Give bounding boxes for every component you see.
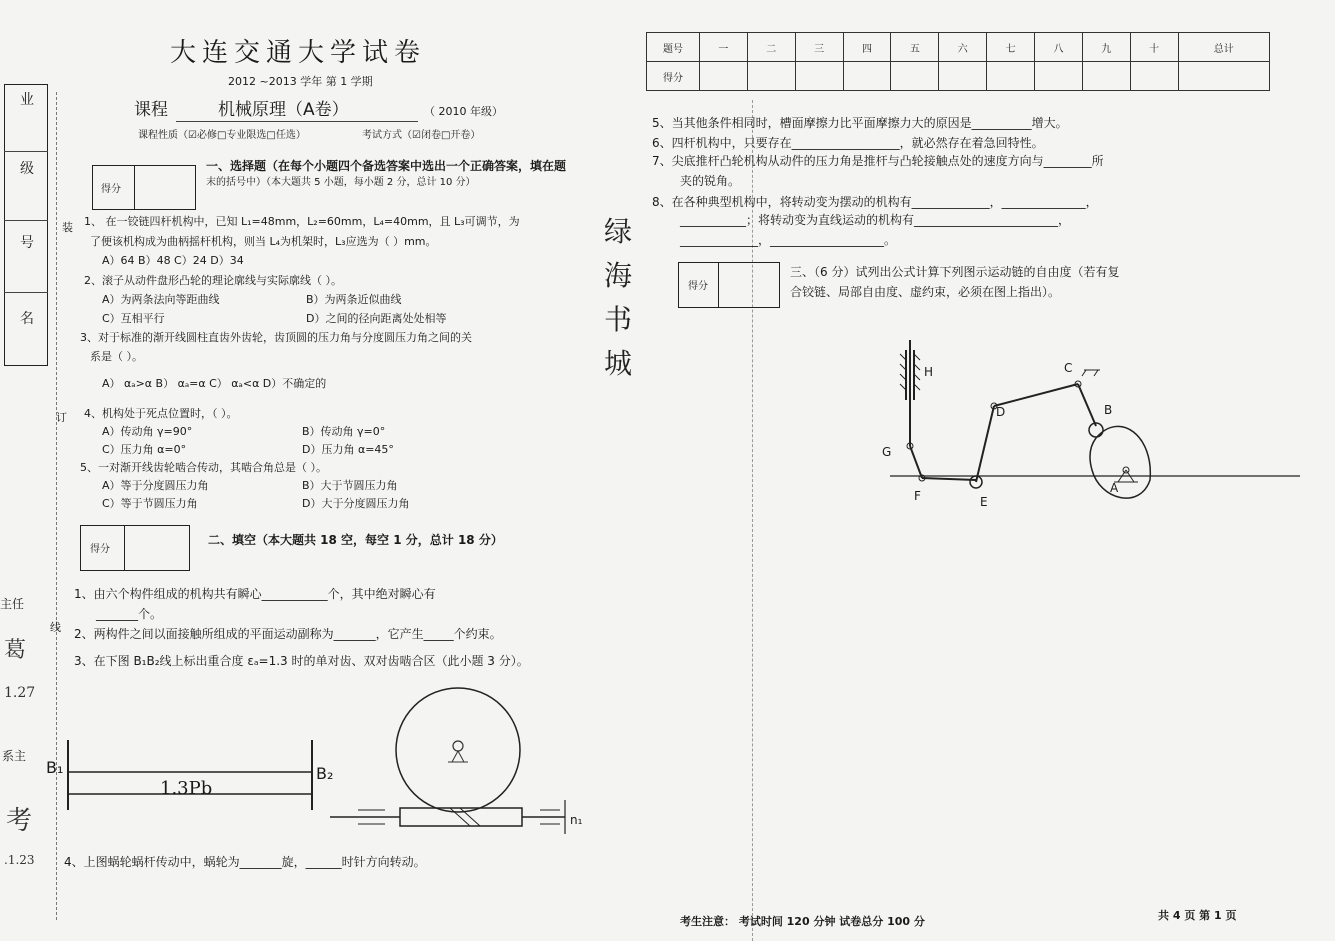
q1-options: A）64 B）48 C）24 D）34 — [102, 254, 244, 267]
margin-divider — [4, 220, 48, 221]
q5-option-d: D）大于分度圆压力角 — [302, 497, 410, 510]
section1-heading-2: 末的括号中）（本大题共 5 小题，每小题 2 分，总计 10 分） — [206, 177, 476, 188]
q2-option-c: C）互相平行 — [102, 312, 165, 325]
exam-page: 大连交通大学试卷 2012 ~2013 学年 第 1 学期 课程 机械原理（A卷） （ 2010 年级） 课程性质（☑必修□专业限选□任选） 考试方式（☑闭卷□开卷） 业 级 号 名 装 订 线 主任 系主 葛 1.27 考 .1.23 得分 一、选择题（在每个小题四个备选答案中选出一个正确答案，填在题 末的括号中）（本大题共 5 小题，每小题 2 分，总计 10 分） 1、 在一铰链四杆机构中，已知 L₁=48mm，L₂=60mm，L₄=40mm，且 L₃可调节，为 了便该机构成为曲柄摇杆机构，则当 L₄为机架时，L₃应选为（ ）mm。 A）64 B）48 C）24 D）34 2、滚子从动件盘形凸轮的理论廓线与实际廓线（ ）。 A）为两条法向等距曲线 B）为两条近似曲线 C）互相平行 D）之间的径向距离处处相等 3、对于标准的渐开线圆柱直齿外齿轮，齿顶圆的压力角与分度圆压力角之间的关 系是（ ）。 A） αₐ>α B） αₐ=α C） αₐ<α D）不确定的 4、机构处于死点位置时，（ ）。 A）传动角 γ=90° B）传动角 γ=0° C）压力角 α=0° D）压力角 α=45° 5、一对渐开线齿轮啮合传动，其啮合角总是（ ）。 A）等于分度圆压力角 B）大于节圆压力角 C）等于节圆压力角 D）大于分度圆压力角 得分 二、填空（本大题共 18 空，每空 1 分，总计 18 分） 1、由六个构件组成的机构共有瞬心___________个，其中绝对瞬心有 _______个。 2、两构件之间以面接触所组成的平面运动副称为_______，它产生_____个约束。 3、在下图 B₁B₂线上标出重合度 εₐ=1.3 时的单对齿、双对齿啮合区（此小题 3 分）。 B₁ B₂ 1.3Pb n₁ 4、上图蜗轮蜗杆传动中，蜗轮为_______旋，______时针方向转动。 题号 一 二 三 四 五 六 七 八 九 十 总计 得分 5、当其他条件相同时，槽面摩擦力比平面摩擦力大的原因是__________增大。 6、四杆机构中，只要存在__________________，就必然存在着急回特性。 7、尖底推杆凸轮机构从动件的压力角是推杆与凸轮接触点处的速度方向与________所 夹的锐角。 8、在各种典型机构中，将转动变为摆动的机构有_____________，______________， ___________；将转动变为直线运动的机构有________________________， _____________，___________________。 绿海书城 得分 三、（6 分）试列出公式计算下列图示运动链的自由度（若有复 合铰链、局部自由度、虚约束，必须在图上指出）。 H C D B G F E A 考生注意： 考试时间 120 分钟 试卷总分 100 分 共 4 页 第 1 页 — [0, 0, 1335, 941]
margin-label-name: 名 — [20, 311, 34, 327]
footer-note: 考生注意： 考试时间 120 分钟 试卷总分 100 分 — [680, 915, 925, 928]
score-col: 八 — [1035, 33, 1083, 62]
grade: （ 2010 年级） — [424, 105, 503, 118]
section1-heading: 一、选择题（在每个小题四个备选答案中选出一个正确答案，填在题 — [206, 159, 567, 173]
section3-line-1: 三、（6 分）试列出公式计算下列图示运动链的自由度（若有复 — [790, 265, 1120, 279]
q3-line-1: 3、对于标准的渐开线圆柱直齿外齿轮，齿顶圆的压力角与分度圆压力角之间的关 — [80, 331, 472, 344]
q1-line-2: 了便该机构成为曲柄摇杆机构，则当 L₄为机架时，L₃应选为（ ）mm。 — [90, 235, 437, 248]
q4-option-b: B）传动角 γ=0° — [302, 425, 386, 438]
course-underline — [176, 121, 418, 122]
score-table — [646, 32, 1270, 91]
fill-8-line-3: _____________，___________________。 — [680, 233, 897, 247]
q5-option-c: C）等于节圆压力角 — [102, 497, 198, 510]
q2-option-a: A）为两条法向等距曲线 — [102, 293, 220, 306]
label-g: G — [882, 445, 892, 459]
fill-1-line-2: _______个。 — [96, 607, 163, 621]
score-col: 十 — [1130, 33, 1178, 62]
q3-options: A） αₐ>α B） αₐ=α C） αₐ<α D）不确定的 — [102, 377, 327, 390]
margin-note-director: 主任 — [0, 597, 25, 611]
margin-divider — [4, 292, 48, 293]
year-line: 2012 ~2013 学年 第 1 学期 — [228, 75, 373, 88]
course-name: 机械原理（A卷） — [218, 100, 349, 120]
score-label: 得分 — [101, 184, 121, 195]
q1-line-1: 1、 在一铰链四杆机构中，已知 L₁=48mm，L₂=60mm，L₄=40mm，且 L₃可调节，为 — [84, 215, 520, 228]
score-col: 四 — [843, 33, 891, 62]
label-b1: B₁ — [46, 758, 64, 777]
university-title: 大连交通大学试卷 — [170, 38, 427, 68]
label-a: A — [1110, 481, 1119, 495]
fill-2: 2、两构件之间以面接触所组成的平面运动副称为_______，它产生_____个约束。 — [74, 627, 502, 641]
fill-4: 4、上图蜗轮蜗杆传动中，蜗轮为_______旋，______时针方向转动。 — [64, 855, 426, 869]
binding-mark-1: 装 — [62, 221, 73, 234]
label-pb: 1.3Pb — [160, 778, 213, 799]
fill-7-line-1: 7、尖底推杆凸轮机构从动件的压力角是推杆与凸轮接触点处的速度方向与________所 — [652, 154, 1104, 168]
q4-stem: 4、机构处于死点位置时，（ ）。 — [84, 407, 238, 420]
score-col: 一 — [700, 33, 748, 62]
score-col: 九 — [1082, 33, 1130, 62]
q2-stem: 2、滚子从动件盘形凸轮的理论廓线与实际廓线（ ）。 — [84, 274, 342, 287]
label-n1: n₁ — [570, 813, 583, 827]
margin-label-number: 号 — [20, 235, 34, 251]
score-col: 五 — [891, 33, 939, 62]
fill-7-line-2: 夹的锐角。 — [680, 174, 741, 188]
label-b: B — [1104, 403, 1113, 417]
score-table-row2-label: 得分 — [647, 62, 700, 91]
margin-divider — [4, 151, 48, 152]
fill-1-line-1: 1、由六个构件组成的机构共有瞬心___________个，其中绝对瞬心有 — [74, 587, 436, 601]
q5-stem: 5、一对渐开线齿轮啮合传动，其啮合角总是（ ）。 — [80, 461, 327, 474]
footer-pages: 共 4 页 第 1 页 — [1158, 909, 1237, 922]
q2-option-d: D）之间的径向距离处处相等 — [306, 312, 447, 325]
label-d: D — [996, 405, 1006, 419]
course-nature: 课程性质（☑必修□专业限选□任选） — [138, 130, 306, 141]
binding-mark-3: 线 — [50, 621, 61, 634]
margin-label-class: 级 — [20, 161, 34, 177]
label-f: F — [914, 489, 921, 503]
label-h: H — [924, 365, 934, 379]
score-col: 二 — [747, 33, 795, 62]
margin-label-major: 业 — [20, 92, 34, 108]
label-b2: B₂ — [316, 764, 334, 783]
margin-note-dept: 系主 — [2, 749, 27, 763]
score-table-row1-label: 题号 — [647, 33, 700, 62]
score-col: 七 — [987, 33, 1035, 62]
bookstore-stamp: 绿海书城 — [604, 215, 633, 380]
section2-heading: 二、填空（本大题共 18 空，每空 1 分，总计 18 分） — [208, 533, 503, 547]
binding-mark-2: 订 — [56, 411, 67, 424]
score-col: 总计 — [1178, 33, 1269, 62]
fill-6: 6、四杆机构中，只要存在__________________，就必然存在着急回特性。 — [652, 136, 1044, 150]
fill-8-line-2: ___________；将转动变为直线运动的机构有________________________， — [680, 213, 1071, 227]
fill-8-line-1: 8、在各种典型机构中，将转动变为摆动的机构有_____________，______________， — [652, 195, 1098, 209]
section3-line-2: 合铰链、局部自由度、虚约束，必须在图上指出）。 — [790, 285, 1061, 299]
label-c: C — [1064, 361, 1073, 375]
q3-line-2: 系是（ ）。 — [90, 350, 143, 363]
q5-option-a: A）等于分度圆压力角 — [102, 479, 209, 492]
q4-option-d: D）压力角 α=45° — [302, 443, 394, 456]
kinematic-chain-figure — [870, 340, 1310, 520]
fill-5: 5、当其他条件相同时，槽面摩擦力比平面摩擦力大的原因是__________增大。 — [652, 116, 1068, 130]
score-col: 六 — [939, 33, 987, 62]
score-label: 得分 — [90, 544, 110, 555]
score-label: 得分 — [688, 281, 708, 292]
q4-option-a: A）传动角 γ=90° — [102, 425, 193, 438]
label-e: E — [980, 495, 988, 509]
q5-option-b: B）大于节圆压力角 — [302, 479, 398, 492]
exam-mode: 考试方式（☑闭卷□开卷） — [362, 130, 481, 141]
score-col: 三 — [795, 33, 843, 62]
q2-option-b: B）为两条近似曲线 — [306, 293, 402, 306]
q4-option-c: C）压力角 α=0° — [102, 443, 187, 456]
course-label: 课程 — [134, 100, 168, 120]
fill-3: 3、在下图 B₁B₂线上标出重合度 εₐ=1.3 时的单对齿、双对齿啮合区（此小题 3 分）。 — [74, 654, 529, 668]
